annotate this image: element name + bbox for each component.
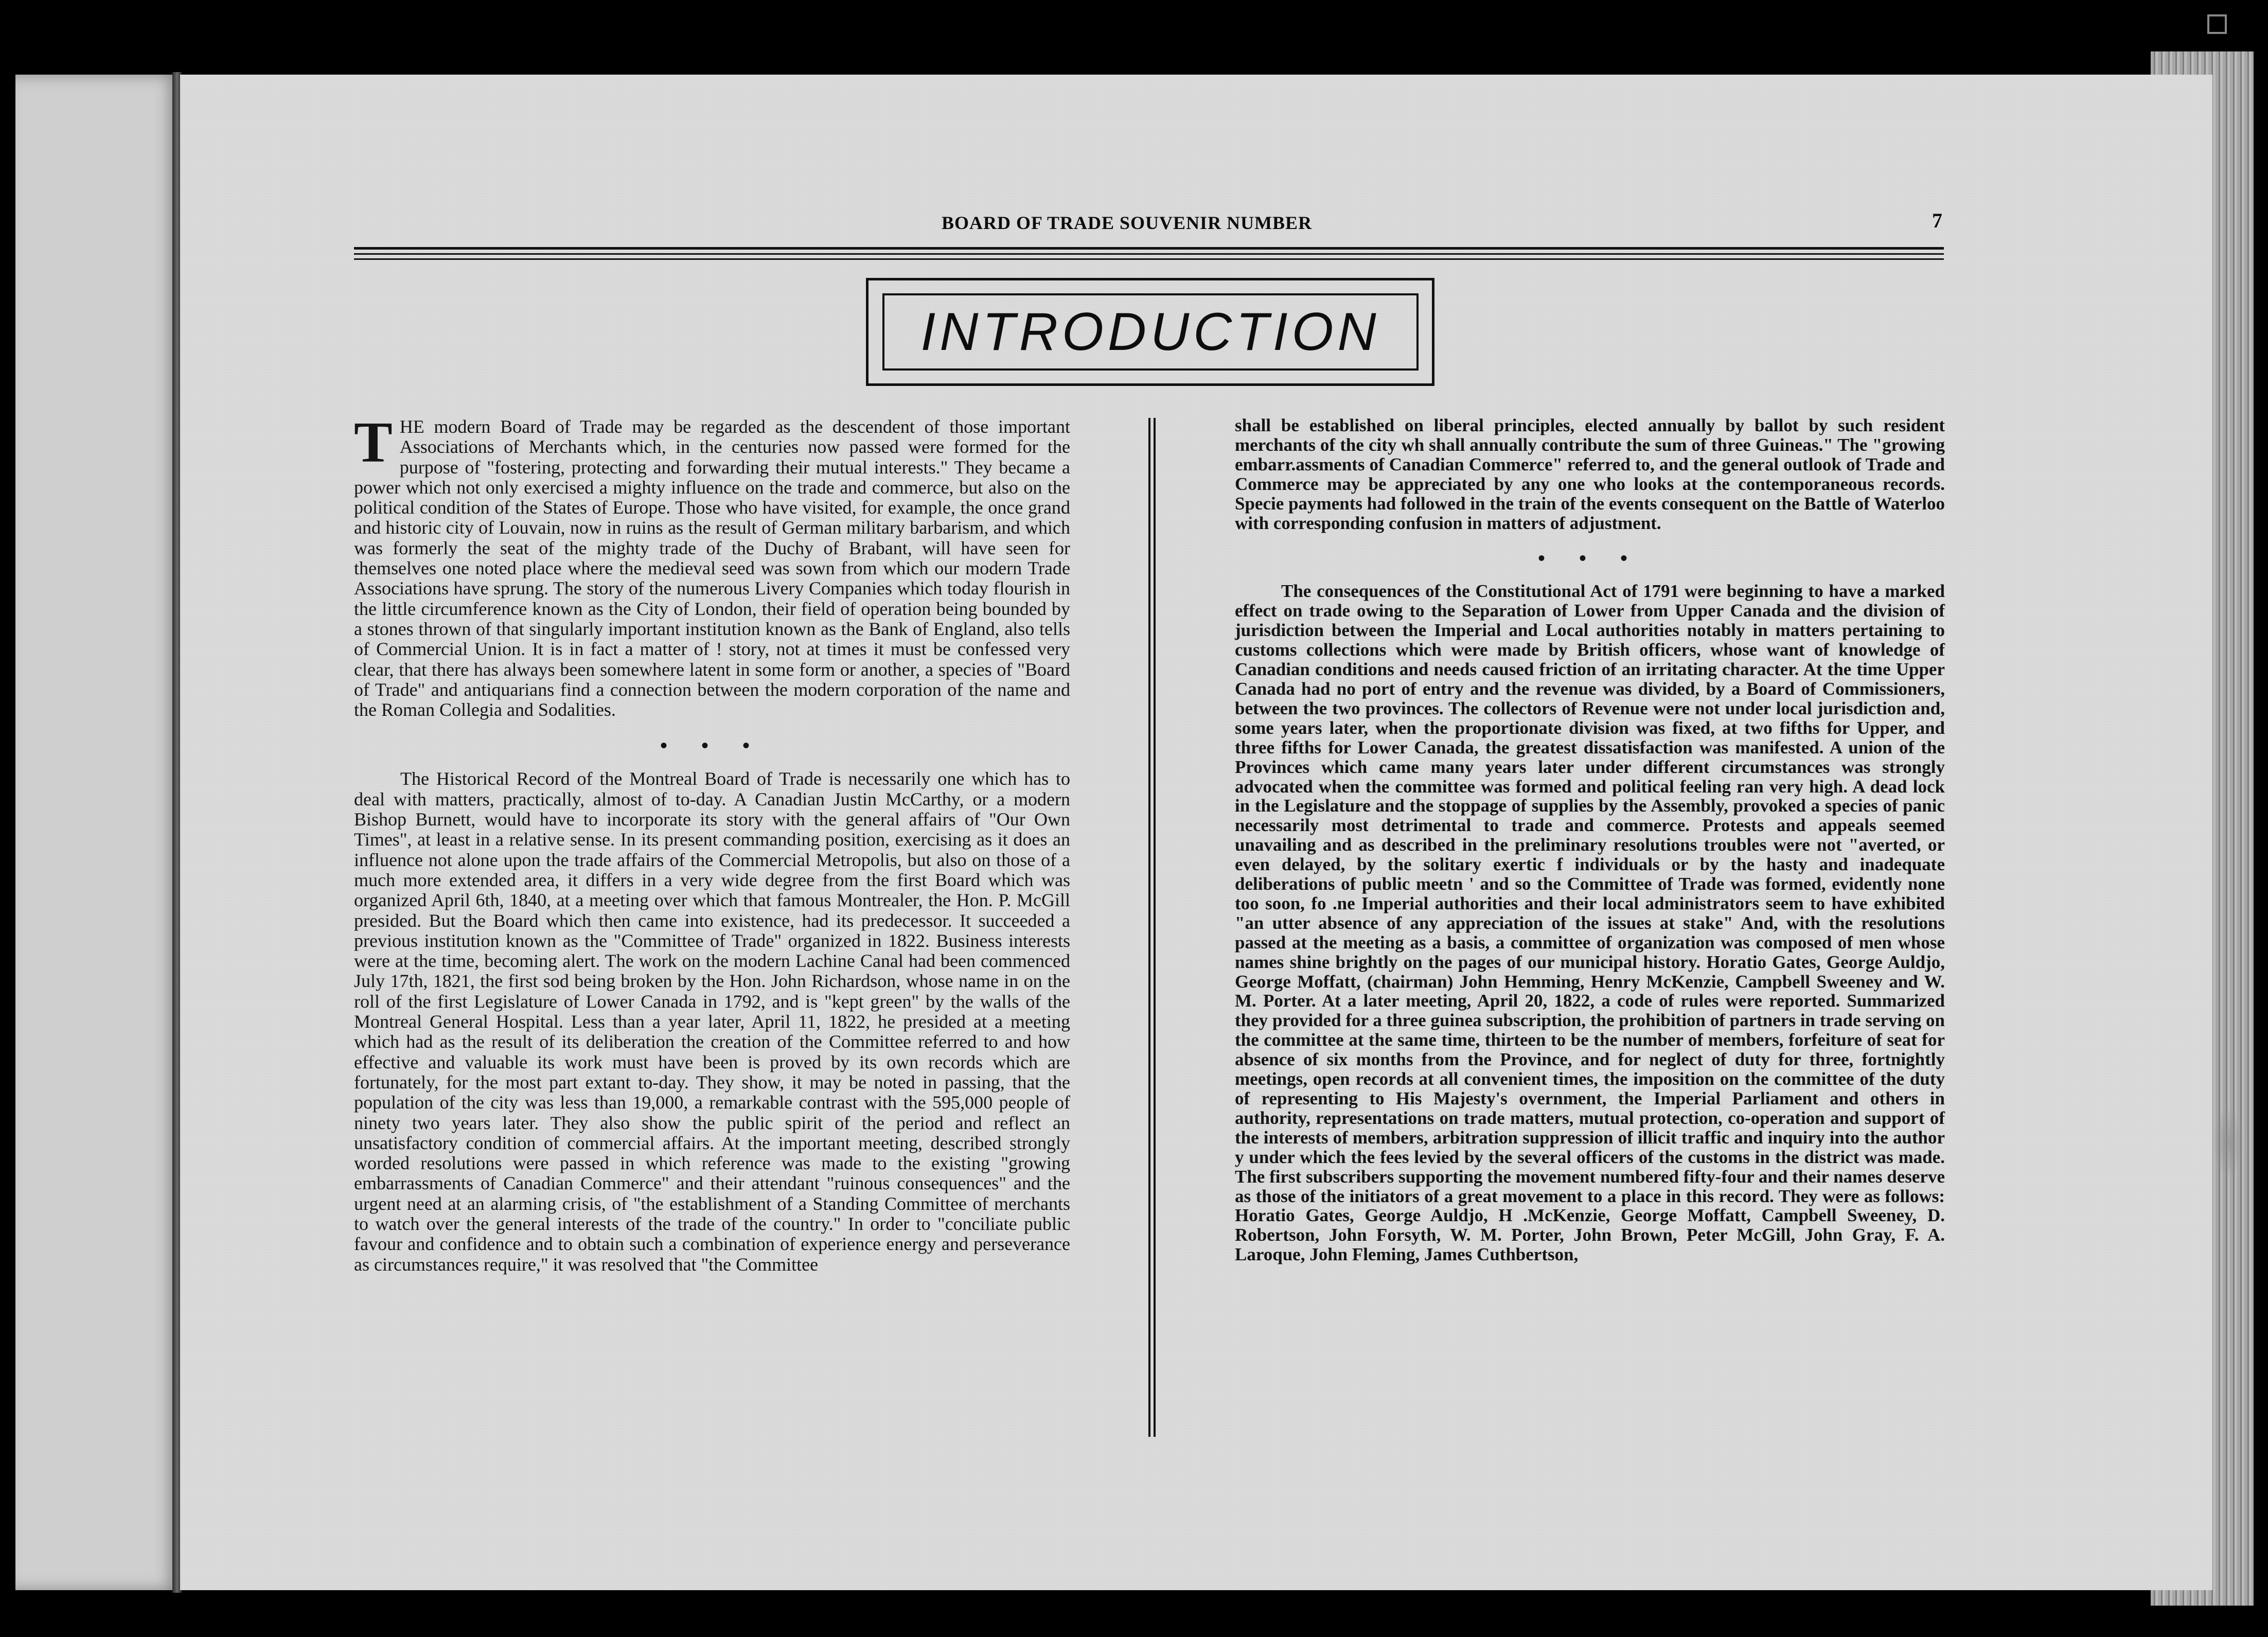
header-rule [354, 258, 1944, 260]
right-paragraph-1: shall be established on liberal principles, elected annually by ballot by such resident merchants of the city wh shall annually contribute the sum of three Guineas." The "growing embarr.assments of Canadian Commerce" referred to, and the general outlook of Trade and Commerce may be appreciated by any one who looks at the contemporaneous records. Specie payments had followed in the train of the events consequent on the Battle of Waterloo with corresponding confusion in matters of adjustment. [1235, 415, 1945, 533]
left-paragraph-2: The Historical Record of the Montreal Board of Trade is necessarily one which has to deal with matters, practically, almost of to-day. A Canadian Justin McCarthy, or a modern Bishop Burnett, would have to incorporate its story with the general affairs of "Our Own Times", at least in a relative sense. In its present commanding position, exercising as it does an influence not alone upon the trade affairs of the Commercial Metropolis, but also on those of a much more extended area, it differs in a very wide degree from the first Board which was organized April 6th, 1840, at a meeting over which that famous Montrealer, the Hon. P. McGill presided. But the Board which then came into existence, had its predecessor. It succeeded a previous institution known as the "Committee of Trade" organized in 1822. Business interests were at the time, becoming alert. The work on the modern Lachine Canal had been commenced July 17th, 1821, the first sod being broken by the Hon. John Richardson, whose name in on the roll of the first Legislature of Lower Canada in 1792, and is "kept green" by the walls of the Montreal General Hospital. Less than a year later, April 11, 1822, he presided at a meeting which had as the result of its deliberation the creation of the Committee referred to and how effective and valuable its work must have been is proved by its own records which are fortunately, for the most part extant to-day. They show, it may be noted in passing, that the population of the city was less than 19,000, a remarkable contrast with the 595,000 people of ninety two years later. They also show the public spirit of the period and reflect an unsatisfactory condition of commercial affairs. At the important meeting, described strongly worded resolutions were passed in which reference was made to the existing "growing embarrassments of Canadian Commerce" and their attendant "ruinous consequences" and the urgent need at an alarming crisis, of "the establishment of a Standing Committee of merchants to watch over the general interests of the trade of the country." In order to "conciliate public favour and confidence and to obtain such a combination of experience energy and perseverance as circumstances require," it was resolved that "the Committee [354, 768, 1070, 1275]
title-frame-inner [882, 293, 1419, 371]
header-rule-thick [354, 247, 1944, 250]
header-rule [354, 253, 1944, 255]
drop-cap: T [354, 411, 393, 474]
left-paragraph-1 [354, 411, 1070, 720]
right-column [1235, 416, 1945, 1264]
section-separator: • • • [660, 734, 764, 758]
running-head: BOARD OF TRADE SOUVENIR NUMBER [942, 213, 1313, 233]
page-scuff [2212, 1106, 2243, 1178]
left-page-strip [15, 75, 180, 1590]
corner-mark [2207, 14, 2227, 34]
column-divider [1148, 418, 1156, 1437]
page-title: INTRODUCTION [920, 302, 1380, 362]
page-number: 7 [1932, 209, 1942, 232]
section-separator: • • • [1537, 547, 1642, 570]
left-paragraph-1-text: HE modern Board of Trade may be regarded as the descendent of those important Associations of Merchants which, in the centuries now passed were formed for the purpose of "fostering, protecting and forwarding their mutual interests." They became a power which not only exercised a mighty influence on the trade and commerce, but also on the political condition of the States of Europe. Those who have visited, for example, the once grand and historic city of Louvain, now in ruins as the result of German military barbarism, and which was formerly the seat of the mighty trade of the Duchy of Brabant, will have seen for themselves one noted place where the medieval seed was sown from which our modern Trade Associations have sprung. The story of the numerous Livery Companies which today flourish in the little circumference known as the City of London, their field of operation being bounded by a stones thrown of that singularly important institution known as the Bank of England, also tells of Commercial Union. It is in fact a matter of ! story, not at times it must be confessed very clear, that there has always been somewhere latent in some form or another, a species of "Board of Trade" and antiquarians find a connection between the modern corporation of the name and the Roman Collegia and Sodalities. [354, 416, 1070, 720]
left-column [354, 411, 1070, 1275]
right-paragraph-2: The consequences of the Constitutional Act of 1791 were beginning to have a marked effect on trade owing to the Separation of Lower from Upper Canada and the division of jurisdiction between the Imperial and Local authorities notably in matters pertaining to customs collections which were made by British officers, whose want of knowledge of Canadian conditions and needs caused friction of an irritating character. At the time Upper Canada had no port of entry and the revenue was divided, by a Board of Commissioners, between the two provinces. The collectors of Revenue were not under local jurisdiction and, some years later, when the proportionate division was fixed, at two fifths for Upper, and three fifths for Lower Canada, the greatest dissatisfaction was manifested. A union of the Provinces which came many years later under different circumstances was strongly advocated when the committee was formed and political feeling ran very high. A dead lock in the Legislature and the stoppage of supplies by the Assembly, provoked a species of panic necessarily most detrimental to trade and commerce. Protests and appeals seemed unavailing and as described in the preliminary resolutions troubles were not "averted, or even delayed, by the solitary exertic f individuals or by the hasty and inadequate deliberations of public meetn ' and so the Committee of Trade was formed, evidently none too soon, fo .ne Imperial authorities and their local administrators seem to have exhibited "an utter absence of any appreciation of the issues at stake" And, with the resolutions passed at the meeting as a basis, a committee of organization was composed of men whose names shine brightly on the pages of our municipal history. Horatio Gates, George Auldjo, George Moffatt, (chairman) John Hemming, Henry McKenzie, Campbell Sweeney and W. M. Porter. At a later meeting, April 20, 1822, a code of rules were reported. Summarized they provided for a three guinea subscription, the prohibition of partners in trade serving on the committee at the same time, thirteen to be the number of members, forfeiture of seat for absence of six months from the Province, and for neglect of duty for three, fortnightly meetings, open records at all convenient times, the imposition on the committee of the duty of representing to His Majesty's overnment, the Imperial Parliament and others in authority, representations on trade matters, mutual protection, co-operation and support of the interests of members, arbitration suppression of illicit traffic and inquiry into the author y under which the fees levied by the several officers of the customs in the district was made. The first subscribers supporting the movement numbered fifty-four and their names deserve as those of the initiators of a great movement to a place in this record. They were as follows: Horatio Gates, George Auldjo, H .McKenzie, George Moffatt, Campbell Sweeney, D. Robertson, John Forsyth, W. M. Porter, John Brown, Peter McGill, John Gray, F. A. Laroque, John Fleming, James Cuthbertson, [1235, 581, 1945, 1265]
